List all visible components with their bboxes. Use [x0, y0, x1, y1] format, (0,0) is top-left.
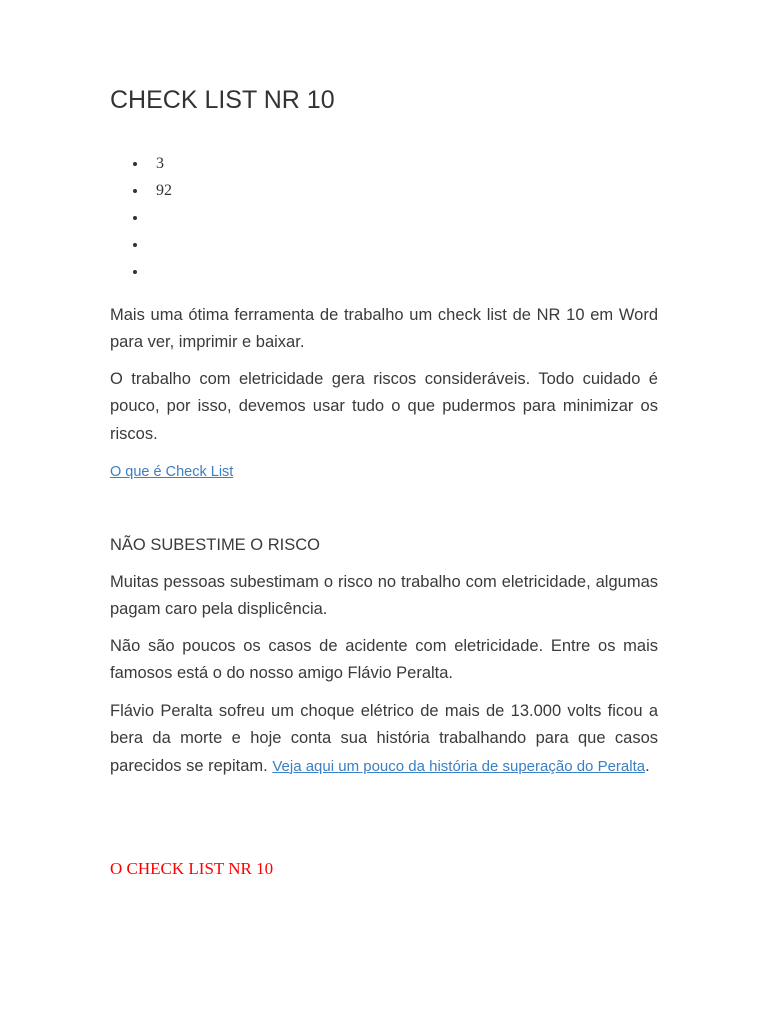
bullet-icon	[133, 162, 137, 166]
list-item	[110, 231, 172, 258]
list-item	[110, 204, 172, 231]
list-item-text: 92	[156, 182, 172, 199]
accidents-paragraph: Não são poucos os casos de acidente com eletricidade. Entre os mais famosos está o do nosso amigo Flávio Peralta.	[110, 637, 658, 683]
peralta-story-link[interactable]: Veja aqui um pouco da história de superação do Peralta	[272, 757, 646, 775]
peralta-paragraph-text: Flávio Peralta sofreu um choque elétrico de mais de 13.000 volts ficou a bera da morte e hoje conta sua história trabalhando para que casos parecidos se repitam.	[110, 702, 658, 775]
bullet-icon	[133, 243, 137, 247]
bullet-icon	[133, 216, 137, 220]
list-item	[110, 258, 172, 285]
risk-paragraph: O trabalho com eletricidade gera riscos consideráveis. Todo cuidado é pouco, por isso, devemos usar tudo o que pudermos para minimizar os riscos.	[110, 370, 658, 443]
intro-paragraph: Mais uma ótima ferramenta de trabalho um check list de NR 10 em Word para ver, imprimir e baixar.	[110, 306, 658, 352]
page-title: CHECK LIST NR 10	[110, 86, 335, 114]
bullet-icon	[133, 270, 137, 274]
list-item-text: 3	[156, 155, 164, 172]
peralta-paragraph	[110, 698, 658, 780]
section-heading: NÃO SUBESTIME O RISCO	[110, 536, 320, 554]
list-item	[110, 150, 172, 177]
bullet-list	[110, 150, 172, 285]
what-is-checklist-link[interactable]: O que é Check List	[110, 464, 234, 480]
bullet-icon	[133, 189, 137, 193]
list-item	[110, 177, 172, 204]
checklist-heading: O CHECK LIST NR 10	[110, 859, 274, 878]
underestimate-paragraph: Muitas pessoas subestimam o risco no trabalho com eletricidade, algumas pagam caro pela displicência.	[110, 573, 658, 619]
peralta-paragraph-end: .	[645, 756, 650, 775]
